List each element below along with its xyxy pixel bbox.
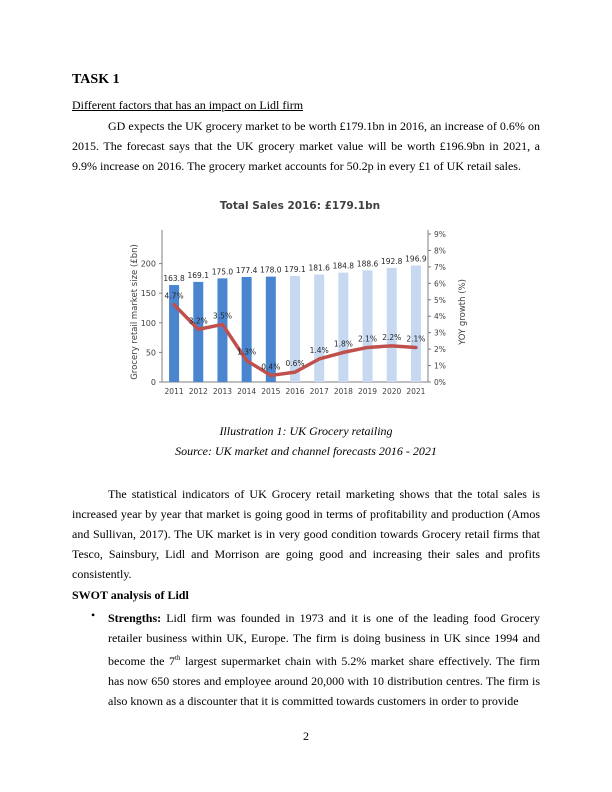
y-tick-label: 200	[140, 259, 156, 269]
bar-value-label: 163.8	[163, 274, 185, 284]
bar-2019	[363, 270, 373, 382]
strengths-item	[108, 608, 540, 711]
swot-heading: SWOT analysis of Lidl	[72, 588, 189, 602]
y-tick-label: 0	[150, 378, 156, 387]
growth-value-label: 0.6%	[285, 359, 305, 369]
y2-tick-label: 6%	[434, 279, 446, 289]
bar-value-label: 169.1	[187, 270, 210, 280]
bar-2018	[338, 273, 348, 382]
bar-2021	[411, 265, 421, 382]
y2-tick-label: 7%	[434, 262, 446, 272]
x-tick-label: 2017	[309, 387, 329, 396]
bar-value-label: 177.4	[235, 265, 258, 275]
x-tick-label: 2015	[261, 387, 281, 396]
bar-value-label: 178.0	[260, 265, 282, 275]
x-tick-label: 2018	[333, 387, 353, 396]
x-tick-label: 2013	[212, 387, 233, 396]
bar-value-label: 179.1	[284, 264, 306, 274]
bar-2012	[193, 282, 203, 382]
growth-value-label: 2.2%	[382, 332, 402, 342]
page-number: 2	[303, 729, 309, 743]
growth-point-2019	[366, 346, 369, 349]
y2-tick-label: 8%	[434, 246, 446, 256]
y2-axis-label: YOY growth (%)	[458, 279, 468, 345]
growth-value-label: 3.2%	[188, 316, 208, 326]
bar-2017	[314, 274, 324, 382]
bar-value-label: 175.0	[211, 267, 234, 277]
x-tick-label: 2021	[406, 387, 426, 396]
growth-point-2011	[173, 303, 176, 306]
section-subheading: Different factors that has an impact on Lidl firm	[72, 98, 304, 112]
task-heading: TASK 1	[72, 72, 120, 87]
bar-2020	[387, 268, 397, 382]
bar-2014	[242, 277, 252, 382]
x-tick-label: 2020	[382, 387, 402, 396]
x-tick-label: 2016	[285, 387, 305, 396]
y2-tick-label: 3%	[434, 328, 446, 338]
growth-point-2016	[294, 371, 297, 374]
strengths-text-part2: largest supermarket chain with 5.2% market share effectively. The firm has now 650 stores and employee around 20,000 with 10 distribution centres. The firm is also known as a discounter that it is committed towards customers in order to provide	[108, 654, 540, 708]
x-tick-label: 2014	[237, 387, 257, 396]
y2-tick-label: 5%	[434, 295, 446, 305]
growth-point-2014	[245, 359, 248, 362]
bar-value-label: 184.8	[332, 261, 355, 271]
figure-source: Source: UK market and channel forecasts 2016 - 2021	[175, 444, 437, 458]
intro-paragraph: GD expects the UK grocery market to be worth £179.1bn in 2016, an increase of 0.6% on 2015. The forecast says that the UK grocery market value will be worth £196.9bn in 2021, a 9.9% increase on 2016. The grocery market accounts for 50.2p in every £1 of UK retail sales.	[72, 119, 540, 173]
growth-point-2018	[342, 351, 345, 354]
y-tick-label: 150	[140, 289, 156, 299]
chart-title: Total Sales 2016: £179.1bn	[219, 200, 381, 212]
y-tick-label: 100	[140, 318, 156, 328]
y-tick-label: 50	[145, 348, 156, 358]
x-tick-label: 2019	[357, 387, 378, 396]
strengths-text-part1: Lidl firm was founded in 1973 and it is one of the leading food Grocery retailer business within UK, Europe. The firm is doing business in UK since 1994 and become the 7	[108, 611, 540, 668]
uk-grocery-chart	[120, 194, 480, 406]
growth-point-2021	[414, 346, 417, 349]
growth-point-2017	[318, 357, 321, 360]
growth-value-label: 3.5%	[212, 311, 232, 321]
bar-value-label: 188.6	[356, 259, 379, 269]
y2-tick-label: 0%	[434, 378, 446, 387]
figure-caption: Illustration 1: UK Grocery retailing	[219, 424, 393, 438]
growth-value-label: 2.1%	[406, 334, 426, 344]
bar-value-label: 181.6	[308, 263, 330, 273]
x-tick-label: 2011	[164, 387, 184, 396]
y2-tick-label: 9%	[434, 230, 446, 239]
y-axis-label: Grocery retail market size (£bn)	[130, 244, 140, 380]
growth-value-label: 0.4%	[261, 362, 281, 372]
growth-value-label: 4.7%	[164, 291, 184, 301]
growth-point-2012	[197, 328, 200, 331]
y2-tick-label: 4%	[434, 312, 446, 322]
growth-point-2013	[221, 323, 224, 326]
growth-point-2020	[390, 344, 393, 347]
growth-value-label: 1.8%	[333, 339, 353, 349]
growth-point-2015	[269, 374, 272, 377]
bullet-marker: •	[91, 608, 96, 622]
growth-value-label: 1.3%	[237, 347, 257, 357]
growth-value-label: 1.4%	[309, 345, 329, 355]
ordinal-suffix: th	[175, 654, 181, 662]
bar-value-label: 196.9	[405, 254, 427, 264]
analysis-paragraph: The statistical indicators of UK Grocery retail marketing shows that the total sales is increased year by year that market is going good in terms of profitability and production (Amos and Sullivan, 2017). The UK market is in very good condition towards Grocery retail firms that Tesco, Sainsbury, Lidl and Morrison are going good and increasing their sales and profits consistently.	[72, 487, 540, 581]
y2-tick-label: 1%	[434, 361, 446, 371]
y2-tick-label: 2%	[434, 345, 446, 355]
strengths-label: Strengths:	[108, 611, 162, 625]
x-tick-label: 2012	[188, 387, 208, 396]
bar-value-label: 192.8	[380, 256, 403, 266]
growth-value-label: 2.1%	[358, 334, 378, 344]
